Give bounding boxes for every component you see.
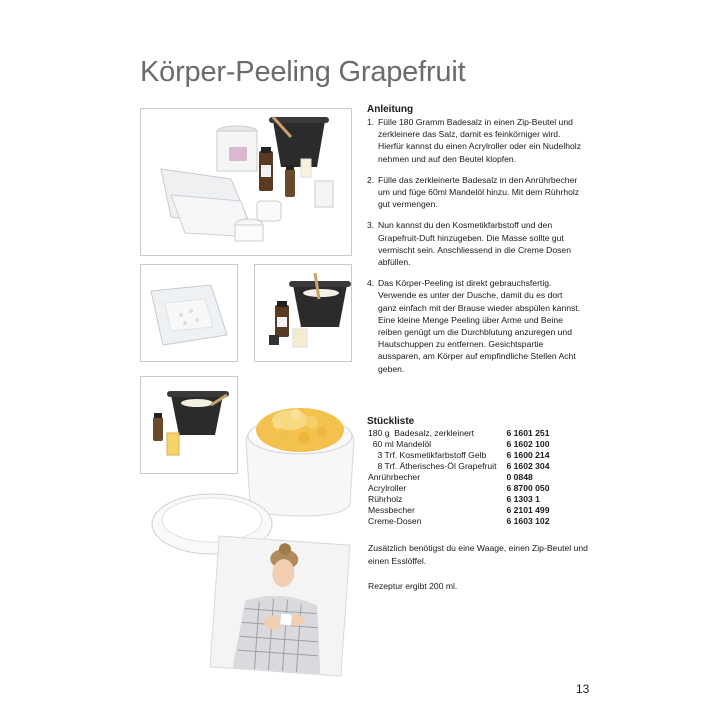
ingredients-photo bbox=[140, 108, 352, 256]
salt-bag-photo bbox=[140, 264, 238, 362]
yield-note: Rezeptur ergibt 200 ml. bbox=[368, 581, 458, 591]
person-photo bbox=[210, 536, 351, 677]
instructions-heading: Anleitung bbox=[367, 104, 414, 115]
instruction-step: 1. Fülle 180 Gramm Badesalz in einen Zip-Beutel und zerkleinere das Salz, damit es feinkörniger wird. Hierfür kannst du einen Acrylroller oder ein Nudelholz nehmen und auf den Beutel klopfen. bbox=[367, 117, 582, 164]
parts-row: Anrührbecher 0 0848 bbox=[368, 472, 533, 482]
parts-row: 60 ml Mandelöl 6 1602 100 bbox=[368, 439, 550, 449]
instruction-step: 3. Nun kannst du den Kosmetikfarbstoff und den Grapefruit-Duft hinzugeben. Die Masse sollte gut vermischt sein. Anschliessend in die Creme Dosen abfüllen. bbox=[367, 220, 571, 268]
additional-note: Zusätzlich benötigst du eine Waage, einen Zip-Beutel und einen Esslöffel. bbox=[368, 543, 588, 566]
parts-row: 3 Trf. Kosmetikfarbstoff Gelb 6 1600 214 bbox=[368, 450, 550, 460]
parts-row: Acrylroller 6 8700 050 bbox=[368, 483, 550, 493]
parts-heading: Stückliste bbox=[367, 416, 415, 427]
instruction-step: 2. Fülle das zerkleinerte Badesalz in den Anrührbecher um und füge 60ml Mandelöl hinzu. Mit dem Rührholz gut vermengen. bbox=[367, 174, 580, 210]
page-title: Körper-Peeling Grapefruit bbox=[140, 56, 466, 88]
page-number: 13 bbox=[576, 682, 590, 696]
parts-row: Messbecher 6 2101 499 bbox=[368, 505, 550, 515]
instruction-steps bbox=[367, 116, 583, 384]
parts-table bbox=[368, 428, 550, 527]
instruction-step-text: Nun kannst du den Kosmetikfarbstoff und den Grapefruit-Duft hinzugeben. Die Masse sollte gut vermischt sein. Anschliessend in die Creme Dosen abfüllen. bbox=[378, 220, 571, 268]
parts-row: Creme-Dosen 6 1603 102 bbox=[368, 516, 550, 526]
instruction-step-text: Fülle 180 Gramm Badesalz in einen Zip-Beutel und zerkleinere das Salz, damit es feinkörniger wird. Hierfür kannst du einen Acrylroller oder ein Nudelholz nehmen und auf den Beutel klopfen. bbox=[378, 117, 582, 164]
parts-row: Rührholz 6 1303 1 bbox=[368, 494, 540, 504]
bowl-oil-photo bbox=[254, 264, 352, 362]
instruction-step-text: Das Körper-Peeling ist direkt gebrauchsfertig. Verwende es unter der Dusche, damit du es dort ganz einfach mit der Brause wieder abspülen kannst. Eine kleine Menge Peeling über Arme und Beine reiben genügt um die Durchblutung anzuregen und Hautschuppen zu entfernen. Gesichtspartie aussparen, am Körper auf empfindliche Stellen Acht geben. bbox=[378, 278, 581, 374]
instruction-step-text: Fülle das zerkleinerte Badesalz in den Anrührbecher um und füge 60ml Mandelöl hinzu. Mit dem Rührholz gut vermengen. bbox=[378, 174, 580, 210]
parts-row: 180 g Badesalz, zerkleinert 6 1601 251 bbox=[368, 428, 550, 438]
parts-row: 8 Trf. Ätherisches-Öl Grapefruit 6 1602 304 bbox=[368, 461, 550, 471]
instruction-step: 4. Das Körper-Peeling ist direkt gebrauchsfertig. Verwende es unter der Dusche, damit du es dort ganz einfach mit der Brause wieder abspülen kannst. Eine kleine Menge Peeling über Arme und Beine reiben genügt um die Durchblutung anzuregen und Hautschuppen zu entfernen. Gesichtspartie aussparen, am Körper auf empfindliche Stellen Acht geben. bbox=[367, 278, 581, 374]
